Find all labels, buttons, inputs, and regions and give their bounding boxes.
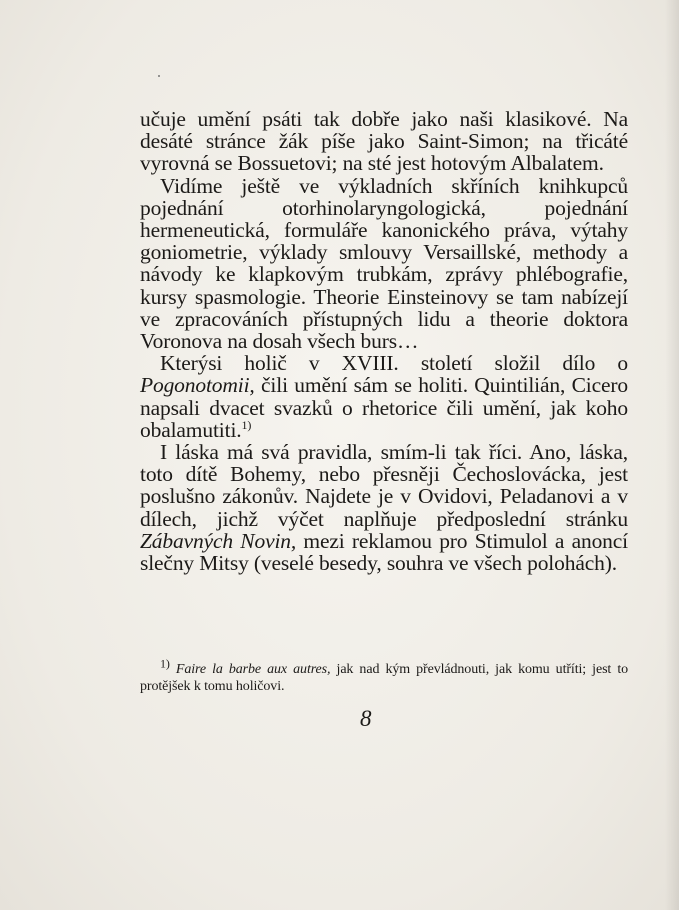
paragraph-2-text: Vidíme ještě ve výkladních skříních knihkupců pojednání otorhinolaryngologická, pojednání hermeneutická, formuláře kanonického práva, výtahy goniometrie, výklady smlouvy Versaillské, methody a návody ke klapkovým trubkám, zprávy phlébografie, kursy spasmologie. Theorie Einsteinovy se tam nabízejí ve zpracováních přístupných lidu a theorie doktora Voronova na dosah všech burs… xyxy=(140,173,628,354)
body-text xyxy=(140,108,628,574)
paragraph-1 xyxy=(140,108,628,175)
paragraph-4 xyxy=(140,441,628,574)
footnote-text xyxy=(140,656,629,695)
footnote xyxy=(140,656,629,695)
paragraph-3-italic-title: Pogonotomii, xyxy=(140,373,255,398)
footnote-marker: 1) xyxy=(160,656,170,671)
paragraph-3-text-a: Kterýsi holič v XVIII. století složil dílo o xyxy=(160,351,628,376)
paragraph-4-text-a: I láska má svá pravidla, smím-li tak říci. Ano, láska, toto dítě Bohemy, nebo přesněji Čechoslovácka, jest poslušno zákonův. Najdete je v Ovidovi, Peladanovi a v dílech, jichž výčet naplňuje předposlední stránku xyxy=(140,440,628,531)
footnote-body: jak nad kým převládnouti, jak komu utříti; jest to protějšek k tomu holičovi. xyxy=(140,662,629,694)
paragraph-4-text-b: mezi reklamou pro Stimulol a anoncí slečny Mitsy (veselé besedy, souhra ve všech polohách). xyxy=(140,528,628,576)
page-number: 8 xyxy=(360,706,372,731)
paragraph-1-text: učuje umění psáti tak dobře jako naši klasikové. Na desáté stránce žák píše jako Saint-Simon; na třicáté vyrovná se Bossuetovi; na sté jest hotovým Albalatem. xyxy=(140,107,628,176)
paragraph-3 xyxy=(140,352,628,441)
page-edge-shadow xyxy=(665,0,679,910)
paragraph-4-italic-title: Zábavných Novin, xyxy=(140,528,297,553)
footnote-italic-phrase: Faire la barbe aux autres, xyxy=(175,662,331,677)
paragraph-2 xyxy=(140,175,628,353)
paper-speck xyxy=(158,75,160,77)
paragraph-3-text-b: čili umění sám se holiti. Quintilián, Cicero napsali dvacet svazků o rhetorice čili umění, jak koho obalamutiti. xyxy=(140,373,628,442)
footnote-reference: 1) xyxy=(241,417,252,432)
